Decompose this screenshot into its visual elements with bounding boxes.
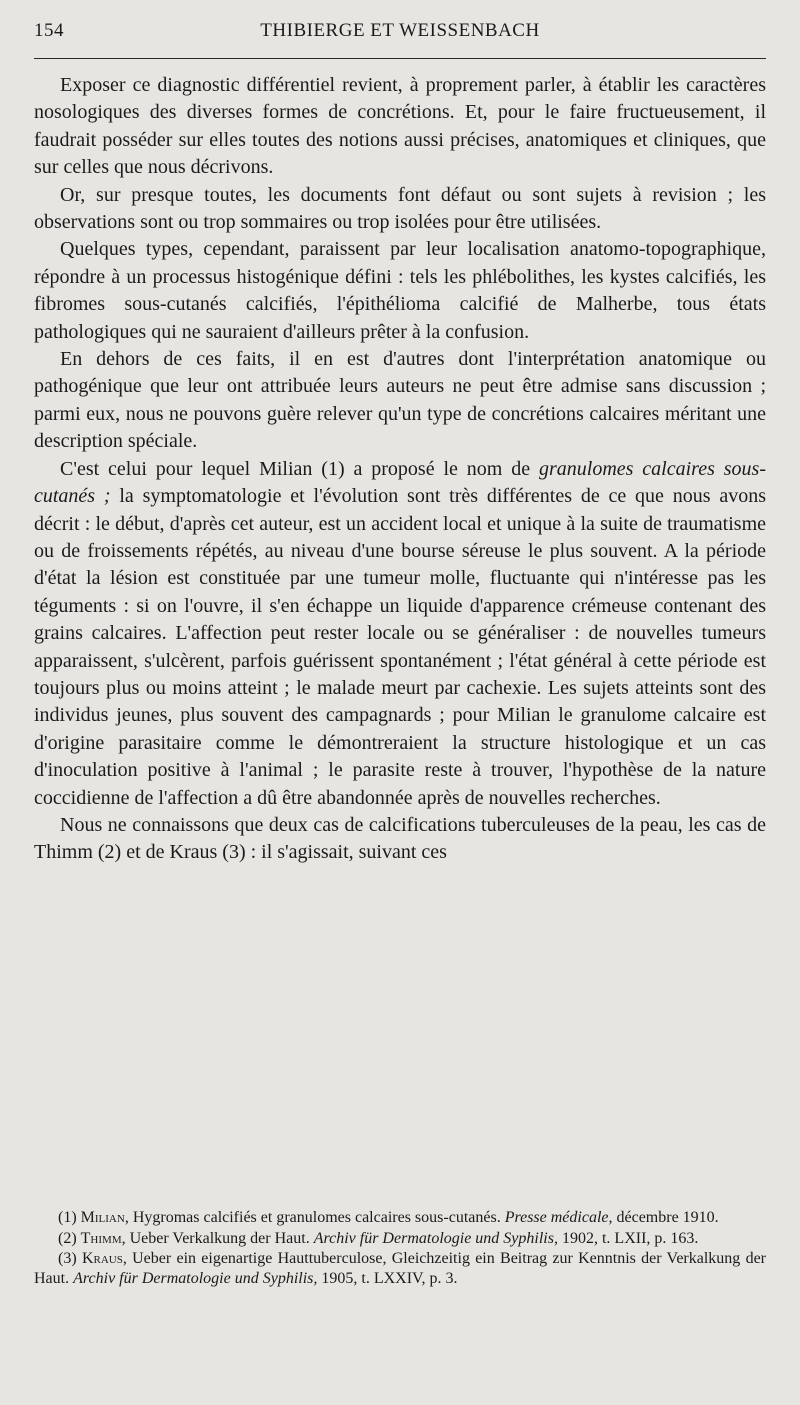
footnote-tail: 1902, t. LXII, p. 163. [557,1229,699,1247]
footnote-journal: Archiv für Dermatologie und Syphilis, [313,1229,558,1247]
footnote-author: Milian [80,1209,125,1226]
paragraph-text: C'est celui pour lequel Milian (1) a proposé le nom de [60,457,539,480]
paragraph: En dehors de ces faits, il en est d'autres dont l'interprétation anatomique ou pathogénique que leur ont attribuée leurs auteurs ne peut être admise sans discussion ; parmi eux, nous ne pouvons guère relever qu'un type de concrétions calcaires méritant une description spéciale. [34,348,766,453]
body-text [34,72,766,867]
footnote [34,1249,766,1288]
footnote-author: Thimm [80,1229,122,1247]
paragraph-text: la symptomatologie et l'évolution sont très différentes de ce que nous avons décrit : le début, d'après cet auteur, est un accident local et unique à la suite de traumatisme ou de froissements répétés, au niveau d'une bourse séreuse le plus souvent. A la période d'état la lésion est constituée par une tumeur molle, fluctuante qui n'intéresse pas les téguments : si on l'ouvre, il s'en échappe un liquide d'apparence crémeuse contenant des grains calcaires. L'affection peut rester locale ou se généraliser : de nouvelles tumeurs apparaissent, s'ulcèrent, parfois guérissent spontanément ; l'état général à cette période est toujours plus ou moins atteint ; le malade meurt par cachexie. Les sujets atteints sont des individus jeunes, plus souvent des campagnards ; pour Milian le granulome calcaire est d'origine parasitaire comme le démontreraient la structure histologique et un cas d'inoculation positive à l'animal ; le parasite reste à trouver, l'hypothèse de la nature coccidienne de l'affection a dû être abandonnée après de nouvelles recherches. [34,485,766,809]
footnote [34,1229,766,1249]
italic-term: granulomes calcaires sous-cutanés ; [34,457,766,508]
running-title: THIBIERGE ET WEISSENBACH [260,20,540,41]
header-rule [34,58,766,59]
footnote [34,1208,766,1228]
footnote-text: , Ueber ein eigenartige Hauttuberculose, Gleichzeitig ein Beitrag zur Kenntnis der Verkalkung der Haut. [34,1250,767,1287]
paragraph: Nous ne connaissons que deux cas de calcifications tuberculeuses de la peau, les cas de Thimm (2) et de Kraus (3) : il s'agissait, suivant ces [34,813,766,864]
footnote-text: , Hygromas calcifiés et granulomes calcaires sous-cutanés. [124,1209,505,1226]
footnote-journal: Archiv für Dermatologie und Syphilis, [73,1269,318,1287]
footnote-tail: 1905, t. LXXIV, p. 3. [317,1269,458,1287]
footnote-text: , Ueber Verkalkung der Haut. [121,1229,314,1247]
footnote-journal: Presse médicale, [504,1209,613,1226]
footnote-author: Kraus [81,1250,123,1268]
paragraph [34,456,766,812]
paragraph: Quelques types, cependant, paraissent par leur localisation anatomo-topographique, répondre à un processus histogénique défini : tels les phlébolithes, les kystes calcifiés, les fibromes sous-cutanés calcifiés, l'épithélioma calcifié de Malherbe, tous états pathologiques qui ne sauraient d'ailleurs prêter à la confusion. [34,238,766,343]
footnotes [34,1208,766,1289]
footnote-marker: (3) [58,1250,82,1268]
paragraph: Or, sur presque toutes, les documents font défaut ou sont sujets à revision ; les observations sont ou trop sommaires ou trop isolées pour être utilisées. [34,183,766,234]
footnote-marker: (1) [58,1209,81,1226]
paragraph: Exposer ce diagnostic différentiel revient, à proprement parler, à établir les caractères nosologiques des diverses formes de concrétions. Et, pour le faire fructueusement, il faudrait posséder sur elles toutes des notions aussi précises, anatomiques et cliniques, que sur celles que nous décrivons. [34,74,766,179]
footnote-marker: (2) [58,1229,81,1247]
running-head [34,18,766,46]
footnote-tail: décembre 1910. [612,1209,719,1226]
page-number: 154 [34,20,64,41]
